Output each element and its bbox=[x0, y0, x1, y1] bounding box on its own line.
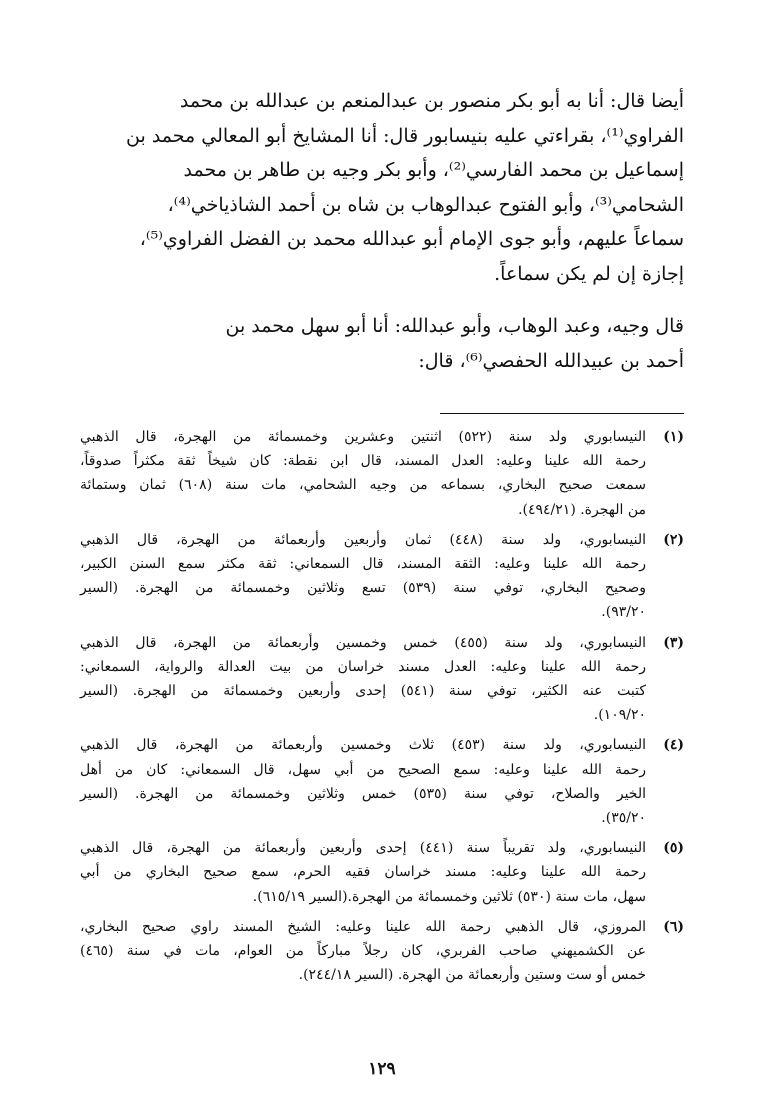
footnote-line: وصحيح البخاري، توفي سنة (٥٣٩) تسع وثلاثين وخمسمائة من الهجرة. (السير bbox=[80, 580, 646, 597]
footnote-line: النيسابوري، ولد تقريباً سنة (٤٤١) إحدى وأربعين وأربعمائة من الهجرة، قال الذهبي bbox=[80, 840, 646, 857]
footnote-1 bbox=[80, 425, 684, 522]
footnote-body bbox=[80, 915, 646, 988]
footnote-3 bbox=[80, 631, 684, 728]
book-page bbox=[80, 84, 684, 1084]
footnote-number: (٣) bbox=[663, 634, 684, 651]
footnote-line: رحمة الله علينا وعليه: الثقة المسند، قال السمعاني: ثقة مكثر سمع السنن الكبير، bbox=[80, 556, 646, 573]
footnote-body bbox=[80, 528, 646, 625]
footnote-line: الخير والصلاح، توفي سنة (٥٣٥) خمس وثلاثين وخمسمائة من الهجرة. (السير bbox=[80, 785, 646, 802]
footnote-4 bbox=[80, 733, 684, 830]
footnote-line: رحمة الله علينا وعليه: مسند خراسان فقيه الحرم، سمع صحيح البخاري من أبي bbox=[80, 864, 646, 881]
main-line: قال وجيه، وعبد الوهاب، وأبو عبدالله: أنا أبو سهل محمد بن bbox=[225, 315, 684, 337]
footnote-body bbox=[80, 836, 646, 909]
footnote-body bbox=[80, 733, 646, 830]
footnote-number: (٥) bbox=[663, 840, 684, 857]
footnote-line: ٣٥/٢٠). bbox=[601, 810, 646, 827]
footnote-line: كتبت عنه الكثير، توفي سنة (٥٤١) إحدى وأربعين وخمسمائة من الهجرة. (السير bbox=[80, 683, 646, 700]
main-text-block bbox=[80, 84, 684, 378]
footnote-line: من الهجرة. (٤٩٤/٢١). bbox=[518, 501, 646, 518]
main-line: الشحامي⁽³⁾، وأبو الفتوح عبدالوهاب بن شاه بن أحمد الشاذياخي⁽⁴⁾، bbox=[167, 193, 684, 216]
main-line: سماعاً عليهم، وأبو جوى الإمام أبو عبدالله محمد بن الفضل الفراوي⁽⁵⁾، bbox=[139, 228, 684, 250]
main-line: أيضا قال: أنا به أبو بكر منصور بن عبدالمنعم بن عبدالله بن محمد bbox=[179, 90, 684, 112]
footnote-body bbox=[80, 425, 646, 522]
footnote-line: النيسابوري ولد سنة (٥٢٢) اثنتين وعشرين وخمسمائة من الهجرة، قال الذهبي bbox=[80, 429, 646, 445]
footnote-line: ١٠٩/٢٠). bbox=[593, 707, 646, 724]
page-number: ١٢٩ bbox=[368, 1059, 396, 1079]
main-line: الفراوي⁽¹⁾، بقراءتي عليه بنيسابور قال: أنا المشايخ أبو المعالي محمد بن bbox=[126, 124, 684, 147]
footnote-2 bbox=[80, 528, 684, 625]
main-line: أحمد بن عبيدالله الحفصي⁽⁶⁾، قال: bbox=[418, 349, 684, 372]
footnote-number: (٤) bbox=[663, 737, 684, 754]
footnote-number: (١) bbox=[663, 429, 684, 445]
main-line: إسماعيل بن محمد الفارسي⁽²⁾، وأبو بكر وجيه بن طاهر بن محمد bbox=[183, 159, 684, 181]
footnote-line: النيسابوري، ولد سنة (٤٤٨) ثمان وأربعين وأربعمائة من الهجرة، قال الذهبي bbox=[80, 531, 646, 548]
footnote-6 bbox=[80, 915, 684, 988]
footnote-5 bbox=[80, 836, 684, 909]
footnote-line: رحمة الله علينا وعليه: سمع الصحيح من أبي سهل، قال السمعاني: كان من أهل bbox=[80, 761, 646, 778]
footnote-line: سهل، مات سنة (٥٣٠) ثلاثين وخمسمائة من الهجرة.(السير ٦١٥/١٩). bbox=[252, 888, 646, 905]
footnote-number: (٢) bbox=[663, 531, 684, 548]
footnote-line: رحمة الله علينا وعليه: العدل مسند خراسان من بيت العدالة والرواية، السمعاني: bbox=[80, 658, 646, 675]
footnotes-section bbox=[80, 425, 684, 993]
footnote-line: النيسابوري، ولد سنة (٤٥٥) خمس وخمسين وأربعمائة من الهجرة، قال الذهبي bbox=[80, 634, 647, 651]
footnote-line: النيسابوري، ولد سنة (٤٥٣) ثلاث وخمسين وأربعمائة من الهجرة، قال الذهبي bbox=[80, 737, 647, 754]
main-line: إجازة إن لم يكن سماعاً. bbox=[494, 262, 684, 285]
footnote-line: ٩٣/٢٠). bbox=[601, 604, 646, 621]
paragraph-2 bbox=[80, 309, 684, 378]
footnote-line: سمعت صحيح البخاري، بسماعه من وجيه الشحامي، مات سنة (٦٠٨) ثمان وستمائة bbox=[80, 477, 646, 494]
footnote-divider bbox=[440, 413, 684, 414]
footnote-line: المروزي، قال الذهبي رحمة الله علينا وعليه: الشيخ المسند راوي صحيح البخاري، bbox=[80, 918, 646, 935]
footnote-line: رحمة الله علينا وعليه: العدل المسند، قال ابن نقطة: كان شيخاً ثقة مكثراً صدوقاً، bbox=[80, 453, 647, 470]
footnote-line: خمس أو ست وستين وأربعمائة من الهجرة. (السير ٢٤٤/١٨). bbox=[298, 967, 646, 984]
footnote-body bbox=[80, 631, 646, 728]
paragraph-1 bbox=[80, 84, 684, 291]
footnote-number: (٦) bbox=[663, 918, 684, 935]
footnote-line: عن الكشميهني صاحب الفربري، كان رجلاً مباركاً من العوام، مات في سنة (٤٦٥) bbox=[80, 943, 646, 960]
